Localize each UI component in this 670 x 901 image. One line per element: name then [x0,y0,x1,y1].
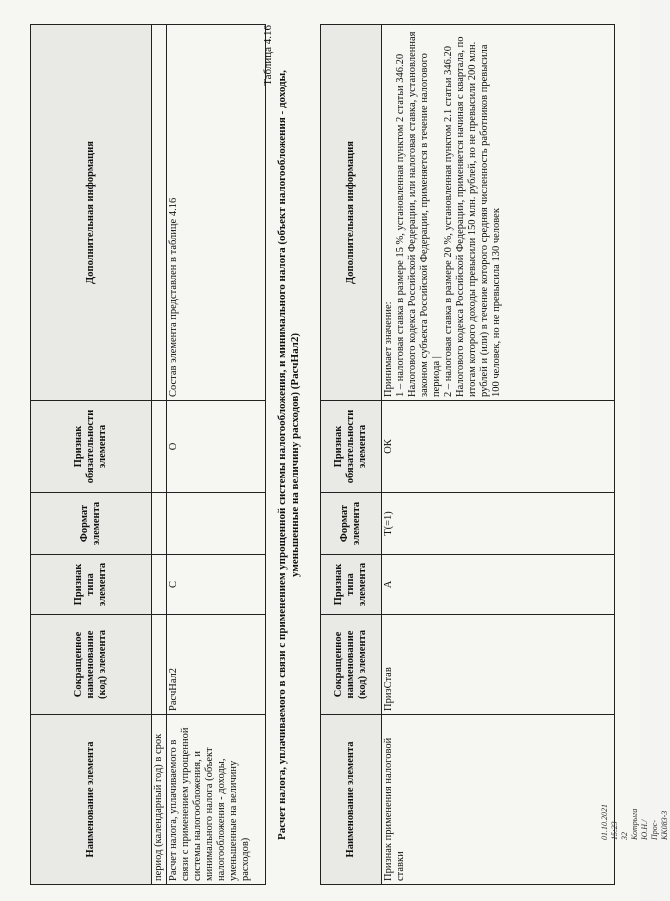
cell-type: С [167,555,266,615]
value-option-1: 1 – налоговая ставка в размере 15 %, установленная пунктом 2 статьи 346.20 Налогового кодекса Российской Федерации, или налоговая ставка, установленная законом субъекта Российской Федерации, применяется в течение налогового периода | [395,31,442,397]
header-info: Дополнительная информация [31,25,152,401]
continuation-cell: период (календарный год) в срок [152,715,167,885]
cell-format: T(=1) [382,493,615,555]
cell-type: А [382,555,615,615]
table-header-row [321,25,382,885]
cell-format [167,493,266,555]
cell-req: О [167,401,266,493]
cell-req: ОК [382,401,615,493]
header-req: Признак обязательности элемента [31,401,152,493]
value-option-2: 2 – налоговая ставка в размере 20 %, установленная пунктом 2.1 статьи 346.20 Налогового кодекса Российской Федерации, применяется начиная с квартала, по итогам которого доходы превысили 150 млн. рублей, но не превысили 200 млн. рублей и (или) в течение которого средняя численность работников превысила 100 человек, но не превысила 130 человек [443,36,502,397]
table-row [167,25,266,885]
header-code: Сокращенное наименование (код) элемента [31,615,152,715]
header-format: Формат элемента [31,493,152,555]
header-name: Наименование элемента [31,715,152,885]
header-name: Наименование элемента [321,715,382,885]
value-list [395,28,503,397]
document-stamp [600,800,670,840]
cell-code: ПризСтав [382,615,615,715]
cell-name: Признак применения налоговой ставки [382,715,615,885]
header-format: Формат элемента [321,493,382,555]
table-element-list [30,24,266,885]
cell-name: Расчет налога, уплачиваемого в связи с применением упрощенной системы налогообложения, и минимального налога (объект налогообложения - доходы, уменьшенные на величину расходов) [167,715,266,885]
table-rasch-nal2 [320,24,615,885]
cell-info: Состав элемента представлен в таблице 4.16 [167,25,266,401]
table-row [152,25,167,885]
table-row [382,25,615,885]
table-header-row [31,25,152,885]
stamp-line-2: 32 Котрыга Ю.Н./Прос-КК083-3 [620,808,669,840]
header-req: Признак обязательности элемента [321,401,382,493]
cell-code: РасчНал2 [167,615,266,715]
header-type: Признак типа элемента [31,555,152,615]
header-code: Сокращенное наименование (код) элемента [321,615,382,715]
info-intro: Принимает значение: [383,301,394,397]
stamp-line-1: 01.10.2021 15:23 [600,804,619,840]
header-info: Дополнительная информация [321,25,382,401]
table-label: Таблица 4.16 [262,25,274,86]
rotated-content [30,25,630,885]
table-caption: Расчет налога, уплачиваемого в связи с применением упрощенной системы налогообложения, и минимального налога (объект налогообложения - доходы, уменьшенные на величину расходов) (РасчНал2) [276,70,301,840]
cell-info [382,25,615,401]
header-type: Признак типа элемента [321,555,382,615]
